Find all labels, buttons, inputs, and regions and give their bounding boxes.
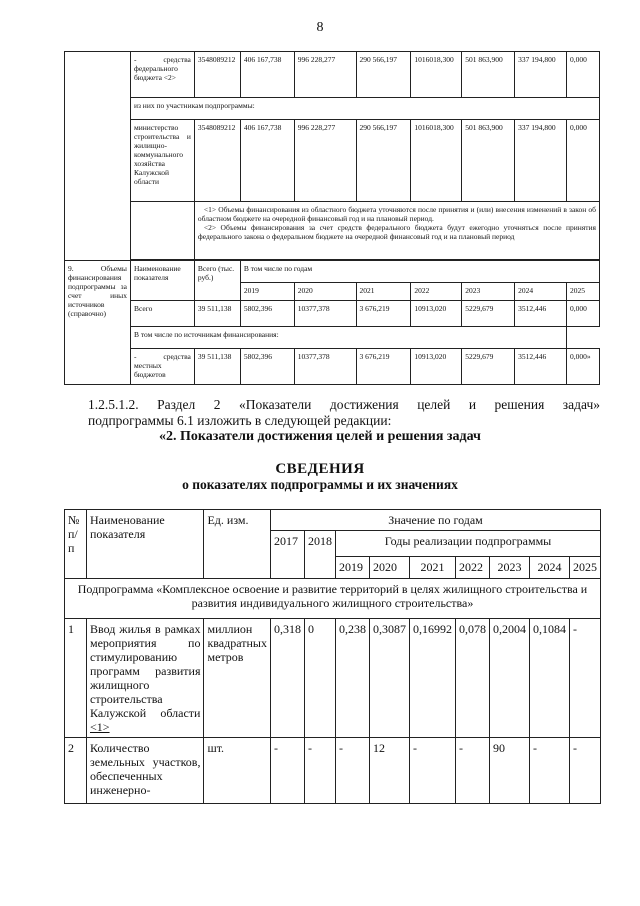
footnote-link[interactable]: <1> (90, 720, 110, 734)
cell-value: - (569, 619, 600, 738)
paragraph-line-1: 1.2.5.1.2. Раздел 2 «Показатели достижения целей и решения задач» (88, 397, 600, 412)
footnote-2: <2> Объемы финансирования за счет средств федерального бюджета будут ежегодно уточняться после принятия федерального закона о федеральном бюджете на очередной финансовый год и на плановый период (197, 223, 596, 241)
section9-label: 9. Объемы финансирования подпрограммы за счет иных источников (справочно) (65, 261, 131, 385)
cell-value: 39 511,138 (194, 301, 240, 327)
cell-value: 0,000 (566, 301, 599, 327)
cell-value: 90 (489, 738, 529, 804)
year-cell: 2021 (409, 557, 455, 579)
financing-table (64, 51, 600, 385)
cell-value: - (409, 738, 455, 804)
cell-value: 501 863,900 (462, 52, 515, 98)
table-row (65, 349, 600, 385)
cell-value: 406 167,738 (240, 120, 294, 202)
year-cell: 2023 (489, 557, 529, 579)
footnotes (194, 202, 599, 260)
section-heading: «2. Показатели достижения целей и решения задач (159, 429, 481, 444)
cell-value: 10377,378 (294, 301, 356, 327)
cell-value: - (335, 738, 369, 804)
cell-value: 996 228,277 (294, 120, 356, 202)
year-cell: 2023 (462, 283, 515, 301)
row-label: министерство строительства и жилищно-коммунального хозяйства Калужской области (130, 120, 194, 202)
table-row (65, 120, 600, 202)
year-cell: 2022 (411, 283, 462, 301)
cell-value: 0,000 (566, 52, 599, 98)
year-cell: 2022 (455, 557, 489, 579)
cell-value: 3512,446 (515, 301, 567, 327)
svedeniya-title: СВЕДЕНИЯ (275, 461, 365, 477)
cell-value: 0,000» (566, 349, 599, 385)
cell-value: - (569, 738, 600, 804)
row-name: Ввод жилья в рамках мероприятия по стимулированию программ развития жилищного строительства Калужской области <1> (87, 619, 204, 738)
cell-value: 0,078 (455, 619, 489, 738)
cell-value: 3548089212 (194, 120, 240, 202)
cell-value: - (304, 738, 335, 804)
year-cell: 2020 (369, 557, 409, 579)
cell-value: 501 863,900 (462, 120, 515, 202)
cell-value: 5229,679 (462, 349, 515, 385)
cell-value: 5802,396 (240, 349, 294, 385)
cell-value: 406 167,738 (240, 52, 294, 98)
cell-value: 337 194,800 (515, 120, 567, 202)
header-num: № п/п (65, 510, 87, 579)
header-2018: 2018 (304, 531, 335, 579)
cell-value: 10913,020 (411, 301, 462, 327)
cell-value: 3512,446 (515, 349, 567, 385)
row-unit: шт. (204, 738, 271, 804)
cell-value: 10377,378 (294, 349, 356, 385)
table-row (65, 579, 601, 619)
footnote-1: <1> Объемы финансирования из областного бюджета уточняются после принятия и (или) внесения изменений в закон об областном бюджете на очередной финансовый год и на плановый период. (197, 205, 596, 223)
cell-value: 0,238 (335, 619, 369, 738)
year-cell: 2024 (515, 283, 567, 301)
row-label: - средства федерального бюджета <2> (130, 52, 194, 98)
cell-value: 39 511,138 (194, 349, 240, 385)
table-row (65, 327, 600, 349)
cell-value: 3548089212 (194, 52, 240, 98)
cell-value: 0,1084 (529, 619, 569, 738)
header-2017: 2017 (270, 531, 304, 579)
cell-value: 0 (304, 619, 335, 738)
cell-value: 10913,020 (411, 349, 462, 385)
row-label: - средства местных бюджетов (130, 349, 194, 385)
row-num: 1 (65, 619, 87, 738)
table-row (65, 261, 600, 283)
cell-value: - (455, 738, 489, 804)
subprogram-title: Подпрограмма «Комплексное освоение и развитие территорий в целях жилищного строительства и развития индивидуального жилищного строительства» (65, 579, 601, 619)
cell-value: - (270, 738, 304, 804)
header-name: Наименование показателя (87, 510, 204, 579)
table-row (65, 98, 600, 120)
paragraph-line-2: подпрограммы 6.1 изложить в следующей редакции: (88, 413, 392, 428)
col-name-header: Наименование показателя (130, 261, 194, 301)
cell-value: 1016018,300 (411, 52, 462, 98)
header-values: Значение по годам (270, 510, 600, 531)
page-number: 8 (316, 20, 324, 35)
header-unit: Ед. изм. (204, 510, 271, 579)
cell-value: 996 228,277 (294, 52, 356, 98)
cell-value: 0,000 (566, 120, 599, 202)
cell-value: 12 (369, 738, 409, 804)
year-cell: 2020 (294, 283, 356, 301)
indicators-table (64, 509, 601, 804)
header-impl: Годы реализации подпрограммы (335, 531, 600, 557)
table-row (65, 619, 601, 738)
cell-value: 0,3087 (369, 619, 409, 738)
table-row (65, 738, 601, 804)
participants-header: из них по участникам подпрограммы: (130, 98, 599, 120)
year-cell: 2025 (566, 283, 599, 301)
year-cell: 2024 (529, 557, 569, 579)
cell-value: - (529, 738, 569, 804)
cell-value: 0,2004 (489, 619, 529, 738)
cell-value: 290 566,197 (356, 52, 411, 98)
col-total-header: Всего (тыс. руб.) (194, 261, 240, 301)
row-num: 2 (65, 738, 87, 804)
table-row (65, 510, 601, 531)
cell-value: 1016018,300 (411, 120, 462, 202)
cell-value: 3 676,219 (356, 349, 411, 385)
table-row (65, 202, 600, 260)
row-unit: миллион квадратных метров (204, 619, 271, 738)
cell-value: 290 566,197 (356, 120, 411, 202)
table-row (65, 301, 600, 327)
cell-value: 5229,679 (462, 301, 515, 327)
row-name: Количество земельных участков, обеспеченных инженерно- (87, 738, 204, 804)
year-cell: 2019 (240, 283, 294, 301)
cell-value: 0,16992 (409, 619, 455, 738)
cell-value: 337 194,800 (515, 52, 567, 98)
years-header: В том числе по годам (240, 261, 599, 283)
table-row (65, 52, 600, 98)
year-cell: 2019 (335, 557, 369, 579)
cell-value: 0,318 (270, 619, 304, 738)
row-label: Всего (130, 301, 194, 327)
cell-value: 3 676,219 (356, 301, 411, 327)
year-cell: 2021 (356, 283, 411, 301)
svedeniya-subtitle: о показателях подпрограммы и их значениях (182, 477, 458, 492)
year-cell: 2025 (569, 557, 600, 579)
sources-header: В том числе по источникам финансирования: (130, 327, 566, 349)
cell-value: 5802,396 (240, 301, 294, 327)
